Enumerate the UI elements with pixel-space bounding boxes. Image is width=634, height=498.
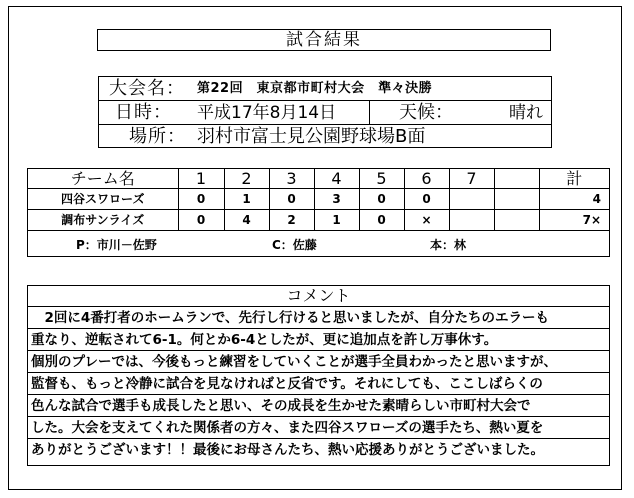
team-row [28, 210, 609, 231]
scoreboard-table [28, 169, 609, 231]
comment-header: コメント [28, 286, 609, 307]
inning-score: 3 [314, 189, 359, 210]
comment-line: した。大会を支えてくれた関係者の方々、また四谷スワローズの選手たち、熱い夏を [28, 417, 609, 439]
inning-score: 0 [178, 189, 224, 210]
comment-panel [27, 285, 610, 466]
comment-line: 個別のプレーでは、今後もっと練習をしていくことが選手全員わかったと思いますが、 [28, 351, 609, 373]
inning-header: 4 [314, 169, 359, 189]
inning-header: 3 [269, 169, 314, 189]
catcher-info: C：佐藤 [272, 238, 317, 252]
inning-score: 0 [404, 189, 449, 210]
pitcher-info: P：市川－佐野 [76, 238, 157, 252]
team-name-header: チーム名 [28, 169, 178, 189]
team-name: 四谷スワローズ [28, 189, 178, 210]
weather-label: 天候： [399, 102, 453, 123]
inning-score [494, 189, 539, 210]
inning-header [494, 169, 539, 189]
venue-value: 羽村市富士見公園野球場B面 [197, 126, 426, 147]
page-title: 試合結果 [97, 29, 551, 51]
tournament-label: 大会名： [109, 78, 185, 99]
inning-score: 0 [178, 210, 224, 231]
total-score: 4 [539, 189, 609, 210]
venue-label: 場所： [129, 126, 186, 147]
date-weather-row [99, 101, 551, 125]
inning-score: 2 [269, 210, 314, 231]
comment-line: 色んな試合で選手も成長したと思い、その成長を生かせた素晴らしい市町村大会で [28, 395, 609, 417]
comment-line: ありがとうございます！！最後にお母さんたち、熱い応援ありがとうございました。 [31, 442, 544, 458]
scoreboard-header-row [28, 169, 609, 189]
inning-score: 0 [359, 210, 404, 231]
team-name: 調布サンライズ [28, 210, 178, 231]
inning-header: 5 [359, 169, 404, 189]
inning-score [449, 210, 494, 231]
game-info-panel [98, 76, 552, 148]
comment-line: 重なり、逆転されて6-1。何とか6-4としたが、更に追加点を許し万事休す。 [28, 329, 609, 351]
homerun-info: 本：林 [430, 238, 467, 252]
inning-score: × [404, 210, 449, 231]
date-label: 日時： [115, 102, 172, 123]
inning-header: 7 [449, 169, 494, 189]
battery-row [28, 234, 609, 256]
inning-score: 1 [224, 189, 269, 210]
inning-score: 1 [314, 210, 359, 231]
tournament-value: 第22回 東京都市町村大会 準々決勝 [197, 81, 433, 96]
scoreboard [27, 168, 610, 257]
inning-header: 6 [404, 169, 449, 189]
inning-header: 1 [178, 169, 224, 189]
comment-line: 2回に4番打者のホームランで、先行し行けると思いましたが、自分たちのエラーも [28, 307, 609, 329]
total-header: 計 [539, 169, 609, 189]
inning-score [494, 210, 539, 231]
date-weather-divider [369, 101, 370, 125]
inning-score: 0 [269, 189, 314, 210]
tournament-row [99, 77, 551, 101]
inning-score: 4 [224, 210, 269, 231]
total-score: 7× [539, 210, 609, 231]
inning-score: 0 [359, 189, 404, 210]
venue-row [99, 125, 551, 149]
inning-header: 2 [224, 169, 269, 189]
weather-value: 晴れ [509, 103, 543, 123]
team-row [28, 189, 609, 210]
inning-score [449, 189, 494, 210]
date-value: 平成17年8月14日 [197, 103, 337, 123]
comment-line: 監督も、もっと冷静に試合を見なければと反省です。それにしても、ここしばらくの [28, 373, 609, 395]
